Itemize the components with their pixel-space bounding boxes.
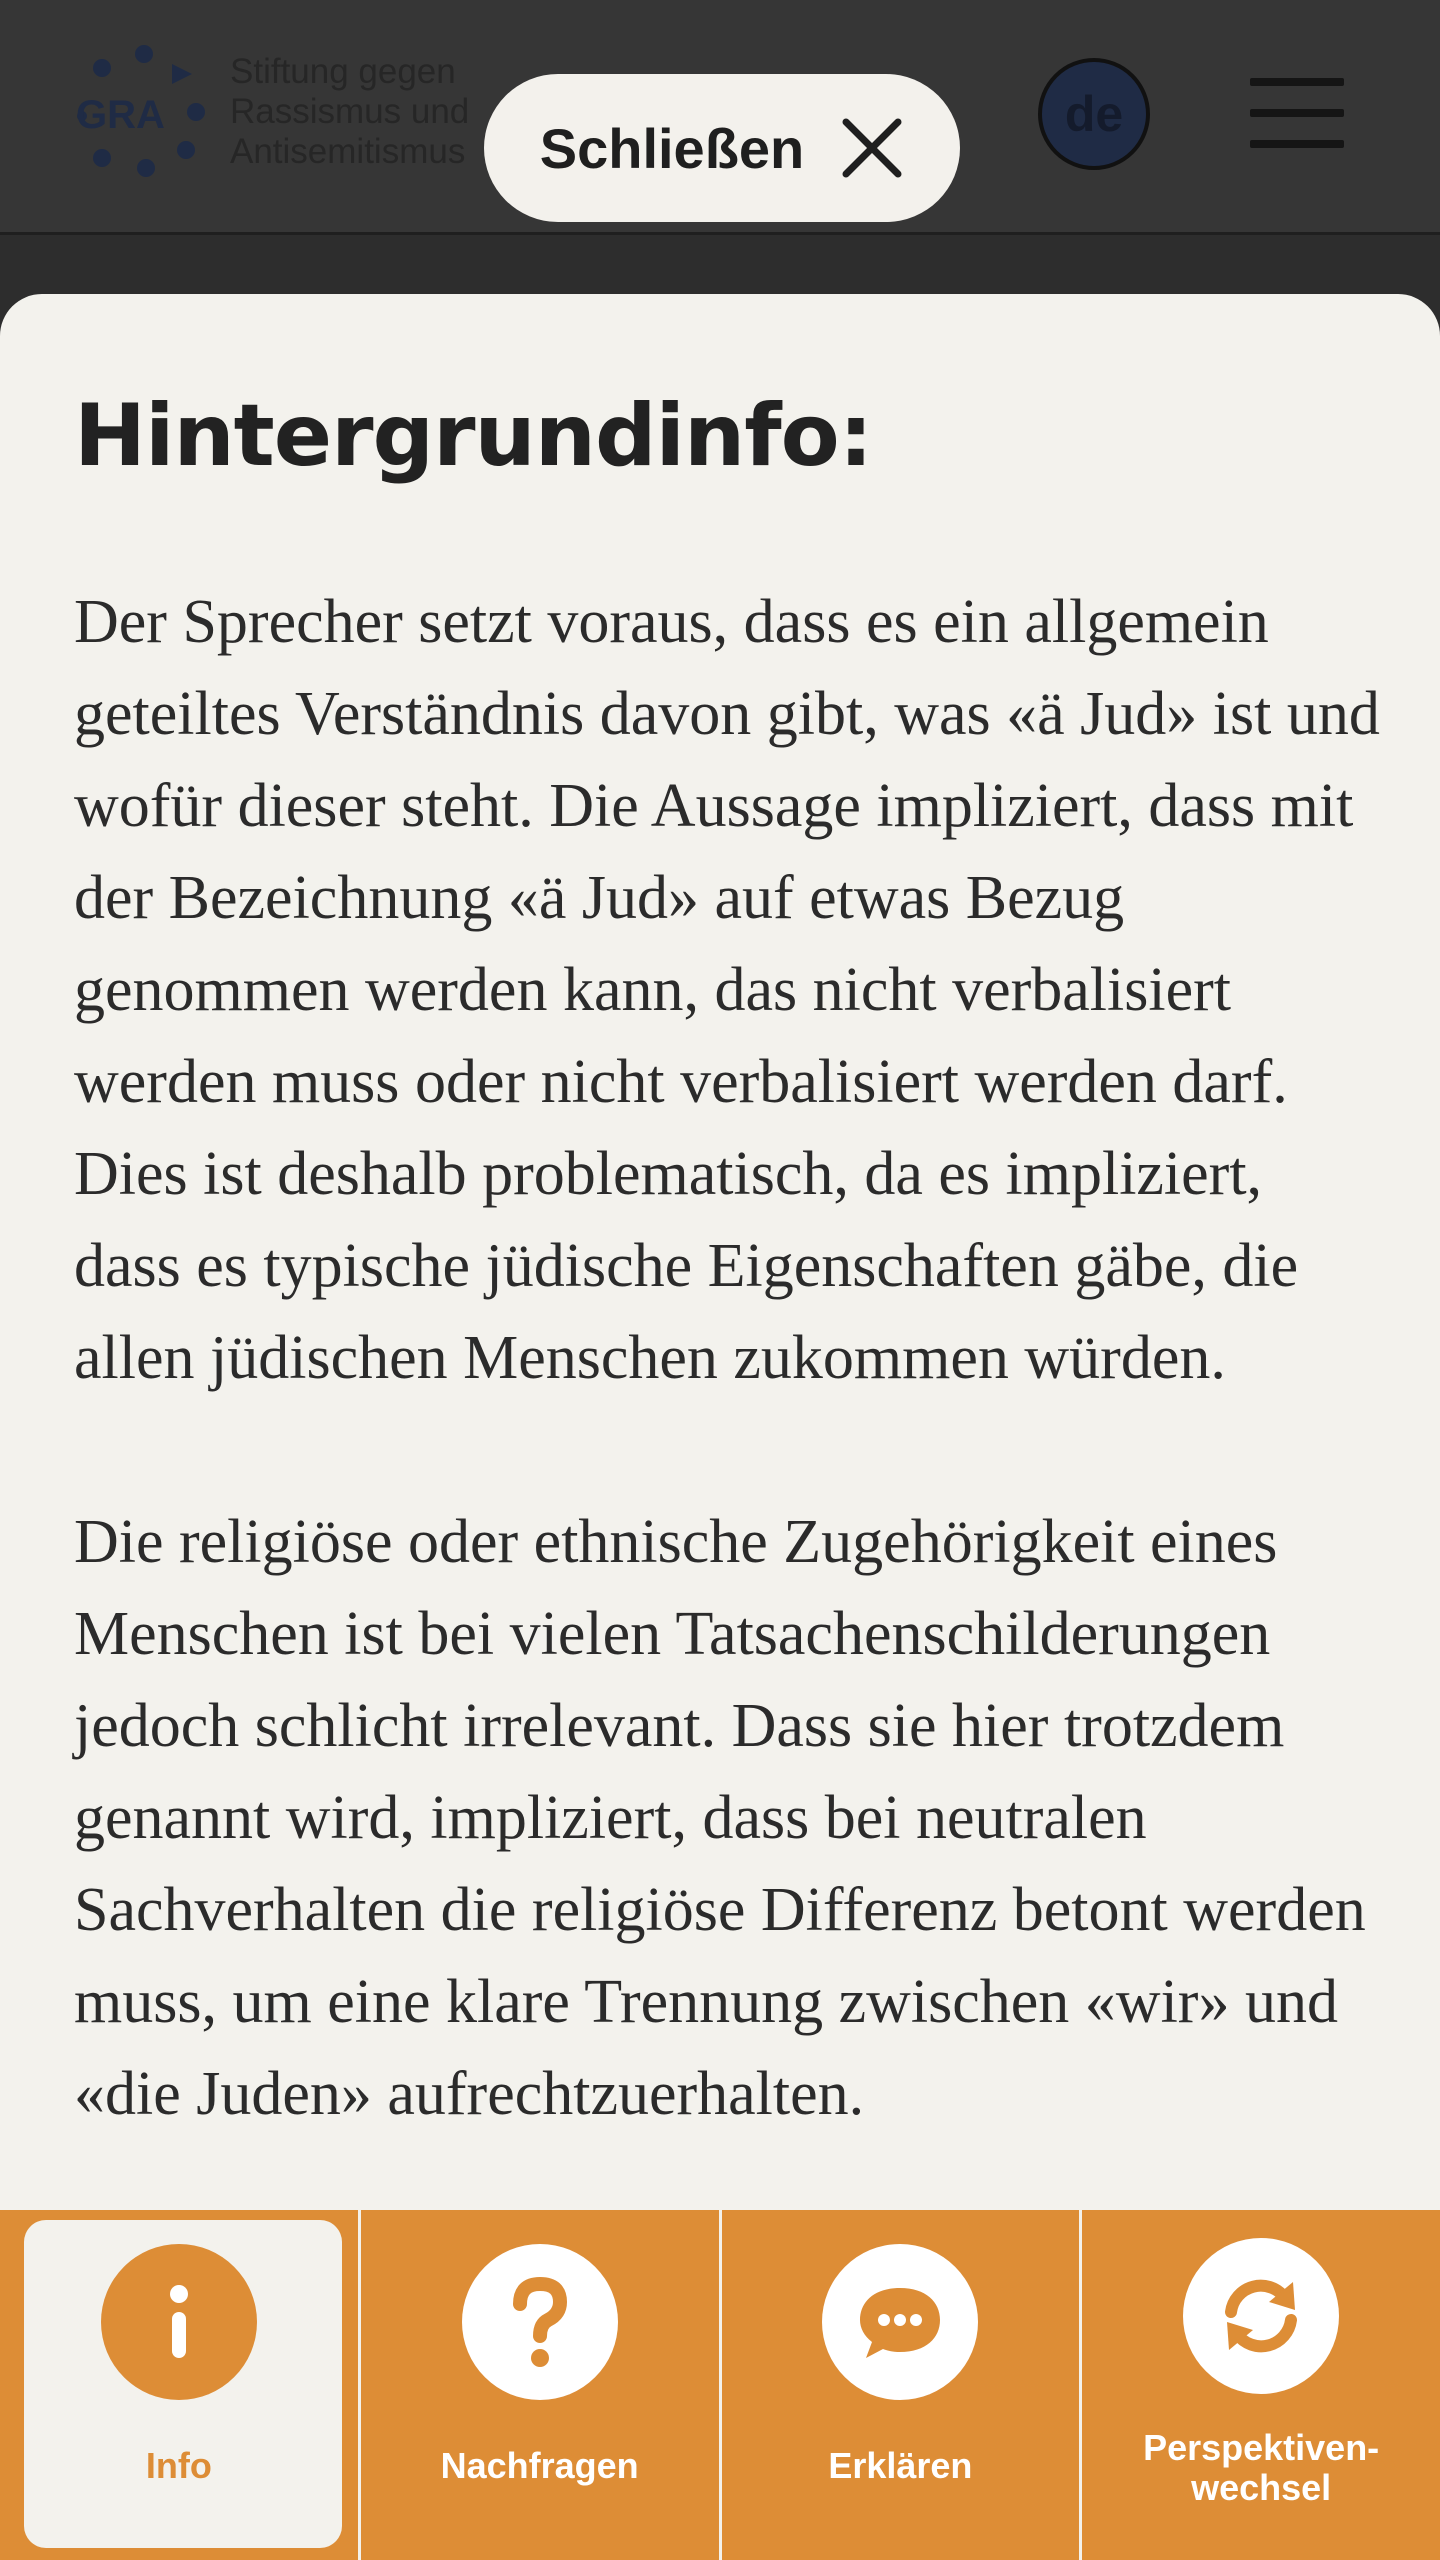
sheet-title: Hintergrundinfo: [74,386,873,486]
close-icon [840,116,904,180]
tab-erklaeren[interactable] [719,2210,1080,2560]
hamburger-menu-icon[interactable] [1250,78,1344,148]
gra-logo[interactable] [74,44,514,184]
logo-line-1: Stiftung gegen [230,52,456,91]
tab-info[interactable] [0,2210,358,2560]
tab-nachfragen[interactable] [358,2210,719,2560]
logo-abbr: GRA [76,93,165,137]
tab-perspektivenwechsel[interactable] [1079,2210,1440,2560]
tab-label [1082,2428,1440,2508]
logo-line-2: Rassismus und [230,92,470,131]
tab-label: Nachfragen [440,2445,639,2486]
paragraph: Die religiöse oder ethnische Zugehörigkeit eines Menschen ist bei vielen Tatsachenschilderungen jedoch schlicht irrelevant. Dass sie hier trotzdem genannt wird, impliziert, dass bei neutralen Sachverhalten die religiöse Differenz betont werden muss, um eine klare Trennung zwischen «wir» und «die Juden» aufrechtzuerhalten. [74,1508,1366,2128]
header [0,0,1440,235]
logo-line-3: Antisemitismus [230,132,466,171]
info-sheet [0,294,1440,2210]
tab-label-line-1: Perspektiven- [1143,2427,1380,2468]
close-button[interactable] [484,74,960,222]
tab-label-line-2: wechsel [1191,2467,1332,2508]
refresh-icon [1183,2238,1339,2394]
bottom-nav [0,2210,1440,2560]
question-icon [462,2244,618,2400]
info-icon [101,2244,257,2400]
language-switcher[interactable]: de [1038,58,1150,170]
gra-logo-mark [74,44,214,184]
tab-label: Info [145,2445,212,2486]
chat-bubble-icon [822,2244,978,2400]
paragraph: Der Sprecher setzt voraus, dass es ein allgemein geteiltes Verständnis davon gibt, was «ä Jud» ist und wofür dieser steht. Die Aussage impliziert, dass mit der Bezeichnung «ä Jud» auf etwas Bezug genommen werden kann, das nicht verbalisiert werden muss oder nicht verbalisiert werden darf. Dies ist deshalb problematisch, da es impliziert, dass es typische jüdische Eigenschaften gäbe, die allen jüdischen Menschen zukommen würden. [74,588,1380,1392]
sheet-body [74,576,1384,2210]
tab-label: Erklären [828,2445,973,2486]
close-label: Schließen [539,116,805,180]
